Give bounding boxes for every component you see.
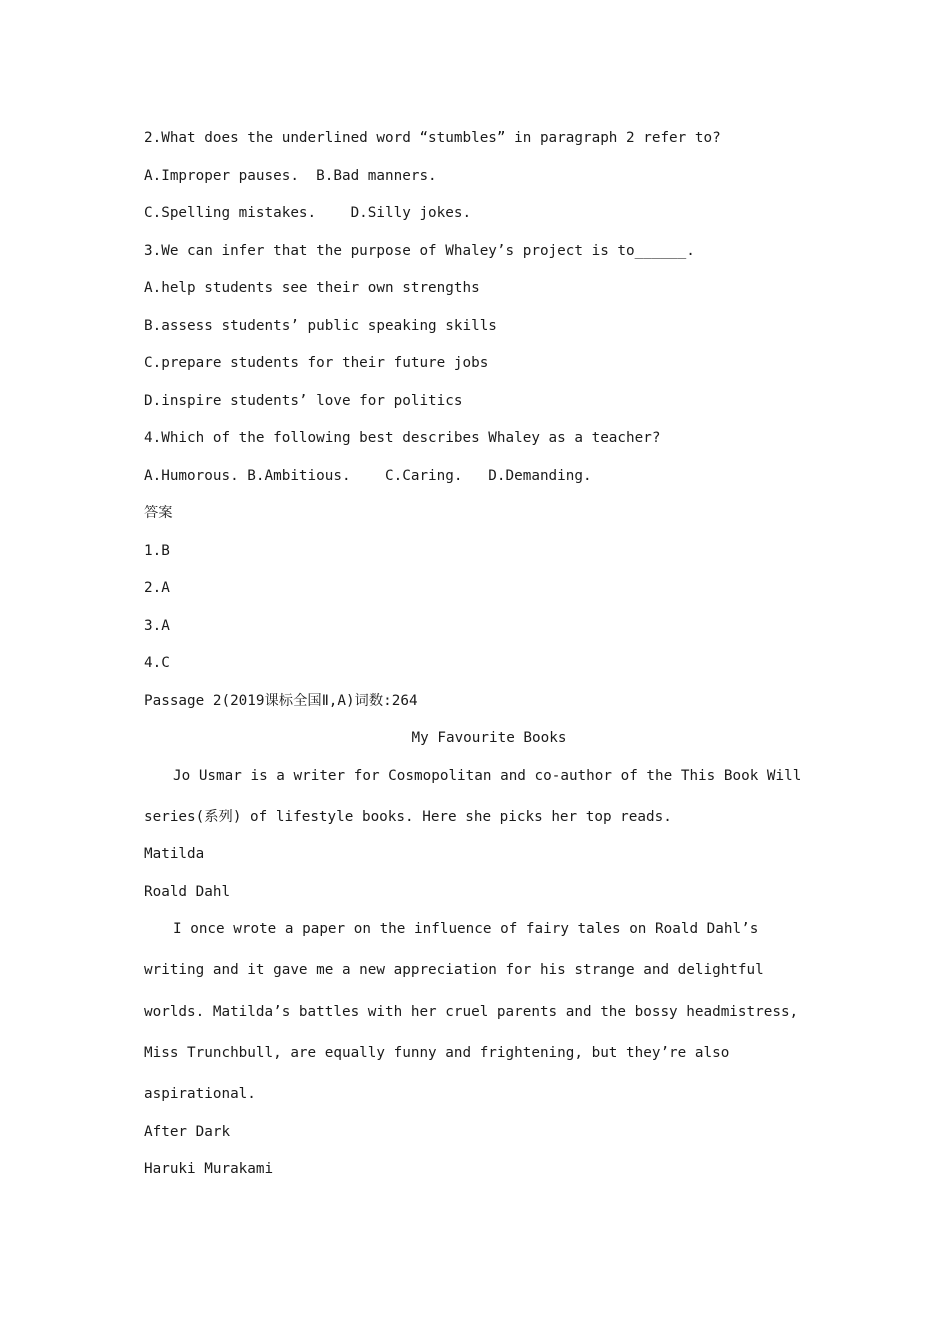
question-3-text: 3.We can infer that the purpose of Whaley’s project is to______. bbox=[144, 243, 695, 259]
passage-title: My Favourite Books bbox=[411, 730, 567, 746]
intro-line-2: series(系列) of lifestyle books. Here she picks her top reads. bbox=[144, 809, 672, 825]
answer-4: 4.C bbox=[144, 655, 170, 671]
book-1-paragraph-line-5: aspirational. bbox=[144, 1086, 256, 1102]
answers-heading: 答案 bbox=[144, 505, 173, 521]
question-3-option-a: A.help students see their own strengths bbox=[144, 280, 480, 296]
book-1-paragraph-line-4: Miss Trunchbull, are equally funny and frightening, but they’re also bbox=[144, 1045, 730, 1061]
question-2-options-cd: C.Spelling mistakes. D.Silly jokes. bbox=[144, 205, 472, 221]
book-1-paragraph-line-2: writing and it gave me a new appreciation for his strange and delightful bbox=[144, 962, 764, 978]
question-2-options-ab: A.Improper pauses. B.Bad manners. bbox=[144, 168, 437, 184]
book-1-author: Roald Dahl bbox=[144, 884, 231, 900]
answer-3: 3.A bbox=[144, 618, 170, 634]
intro-line-1: Jo Usmar is a writer for Cosmopolitan and co-author of the This Book Will bbox=[173, 768, 802, 784]
answer-1: 1.B bbox=[144, 543, 170, 559]
book-1-title: Matilda bbox=[144, 846, 205, 862]
question-2-text: 2.What does the underlined word “stumbles” in paragraph 2 refer to? bbox=[144, 130, 721, 146]
question-3-option-c: C.prepare students for their future jobs bbox=[144, 355, 489, 371]
passage-header: Passage 2(2019课标全国Ⅱ,A)词数:264 bbox=[144, 693, 418, 709]
book-1-paragraph-line-3: worlds. Matilda’s battles with her cruel parents and the bossy headmistress, bbox=[144, 1004, 799, 1020]
question-3-option-d: D.inspire students’ love for politics bbox=[144, 393, 463, 409]
answer-2: 2.A bbox=[144, 580, 170, 596]
book-2-title: After Dark bbox=[144, 1124, 231, 1140]
book-2-author: Haruki Murakami bbox=[144, 1161, 274, 1177]
book-1-paragraph-line-1: I once wrote a paper on the influence of fairy tales on Roald Dahl’s bbox=[173, 921, 759, 937]
question-4-options: A.Humorous. B.Ambitious. C.Caring. D.Demanding. bbox=[144, 468, 592, 484]
question-3-option-b: B.assess students’ public speaking skills bbox=[144, 318, 497, 334]
question-4-text: 4.Which of the following best describes Whaley as a teacher? bbox=[144, 430, 661, 446]
